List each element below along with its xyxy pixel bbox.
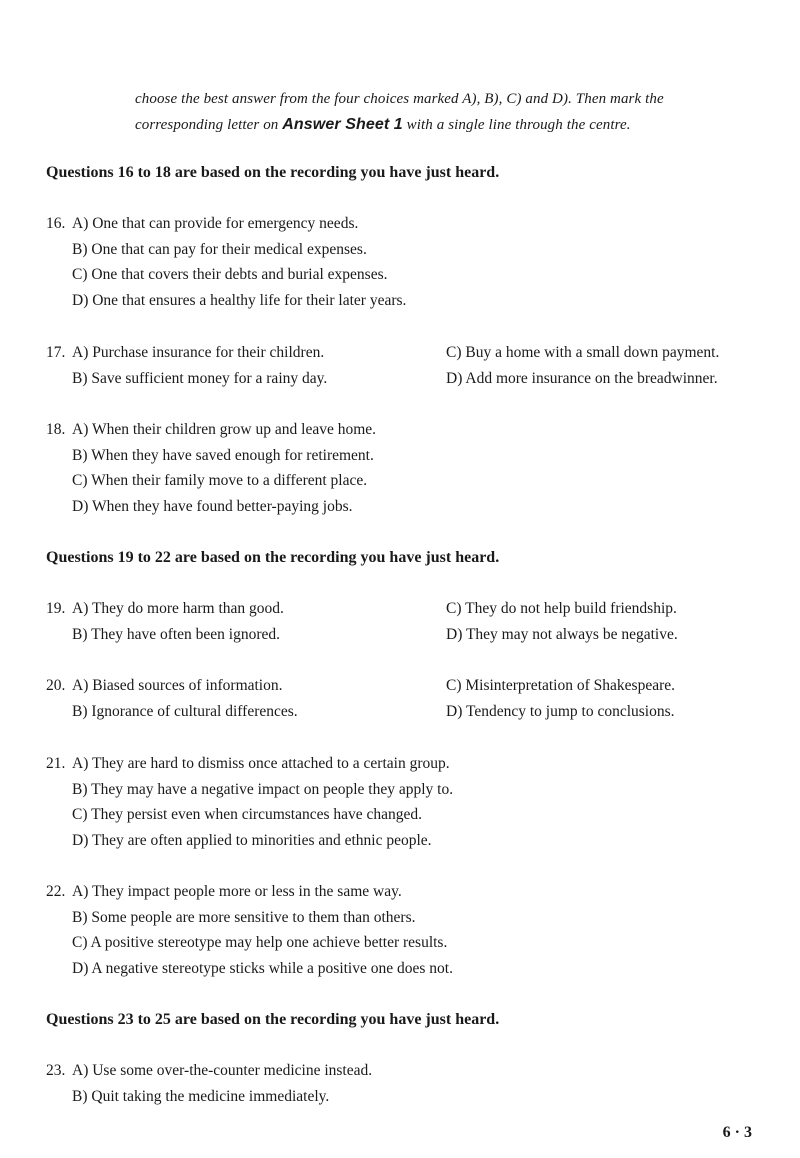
option-c: C) They do not help build friendship. [446, 600, 677, 617]
answer-sheet-label: Answer Sheet 1 [282, 116, 403, 133]
option-d: D) Tendency to jump to conclusions. [446, 702, 675, 720]
option-b: B) Ignorance of cultural differences. [72, 702, 298, 720]
question-23 [46, 1058, 766, 1109]
option-a: A) They are hard to dismiss once attached to a certain group. [72, 755, 450, 772]
page-number: 6 · 3 [722, 1124, 752, 1141]
option-d: D) They may not always be negative. [446, 625, 678, 643]
option-b: B) Save sufficient money for a rainy day. [72, 369, 328, 387]
option-a: A) Purchase insurance for their children. [72, 344, 325, 361]
instructions-line-1: choose the best answer from the four choices marked A), B), C) and D). Then mark the [135, 91, 664, 107]
option-a: A) One that can provide for emergency needs. [72, 215, 359, 232]
option-b: B) They have often been ignored. [72, 625, 281, 643]
option-c: C) Buy a home with a small down payment. [446, 344, 720, 361]
question-number: 23. [46, 1062, 66, 1079]
question-16 [46, 211, 766, 313]
question-number: 22. [46, 883, 66, 900]
option-d: D) One that ensures a healthy life for their later years. [72, 291, 407, 309]
option-a: A) When their children grow up and leave home. [72, 421, 377, 438]
option-a: A) Biased sources of information. [72, 677, 283, 694]
question-number: 19. [46, 600, 66, 617]
section-heading-19-22: Questions 19 to 22 are based on the recording you have just heard. [46, 549, 500, 566]
question-number: 20. [46, 677, 66, 694]
question-number: 16. [46, 215, 66, 232]
option-b: B) Quit taking the medicine immediately. [72, 1087, 330, 1105]
option-b: B) One that can pay for their medical expenses. [72, 240, 367, 258]
option-b: B) Some people are more sensitive to them than others. [72, 908, 416, 926]
option-b: B) They may have a negative impact on people they apply to. [72, 780, 454, 798]
question-22 [46, 879, 766, 981]
question-number: 18. [46, 421, 66, 438]
option-a: A) They do more harm than good. [72, 600, 284, 617]
question-18 [46, 417, 766, 519]
section-heading-23-25: Questions 23 to 25 are based on the recording you have just heard. [46, 1011, 500, 1028]
question-20 [46, 673, 766, 724]
option-d: D) Add more insurance on the breadwinner. [446, 369, 718, 387]
question-17 [46, 340, 766, 391]
question-19 [46, 596, 766, 647]
option-c: C) A positive stereotype may help one achieve better results. [72, 934, 448, 951]
option-b: B) When they have saved enough for retirement. [72, 446, 374, 464]
option-c: C) When their family move to a different place. [72, 472, 368, 489]
instructions [135, 86, 765, 138]
option-d: D) They are often applied to minorities and ethnic people. [72, 831, 432, 849]
instructions-text: with a single line through the centre. [402, 117, 631, 133]
instructions-text: corresponding letter on [135, 117, 283, 133]
instructions-line-2 [135, 112, 765, 138]
option-a: A) They impact people more or less in the same way. [72, 883, 402, 900]
option-c: C) Misinterpretation of Shakespeare. [446, 677, 675, 694]
question-21 [46, 751, 766, 853]
question-number: 21. [46, 755, 66, 772]
question-number: 17. [46, 344, 66, 361]
option-a: A) Use some over-the-counter medicine instead. [72, 1062, 373, 1079]
option-c: C) They persist even when circumstances have changed. [72, 806, 423, 823]
option-d: D) A negative stereotype sticks while a positive one does not. [72, 959, 453, 977]
option-c: C) One that covers their debts and burial expenses. [72, 266, 388, 283]
section-heading-16-18: Questions 16 to 18 are based on the recording you have just heard. [46, 164, 500, 181]
option-d: D) When they have found better-paying jobs. [72, 497, 353, 515]
